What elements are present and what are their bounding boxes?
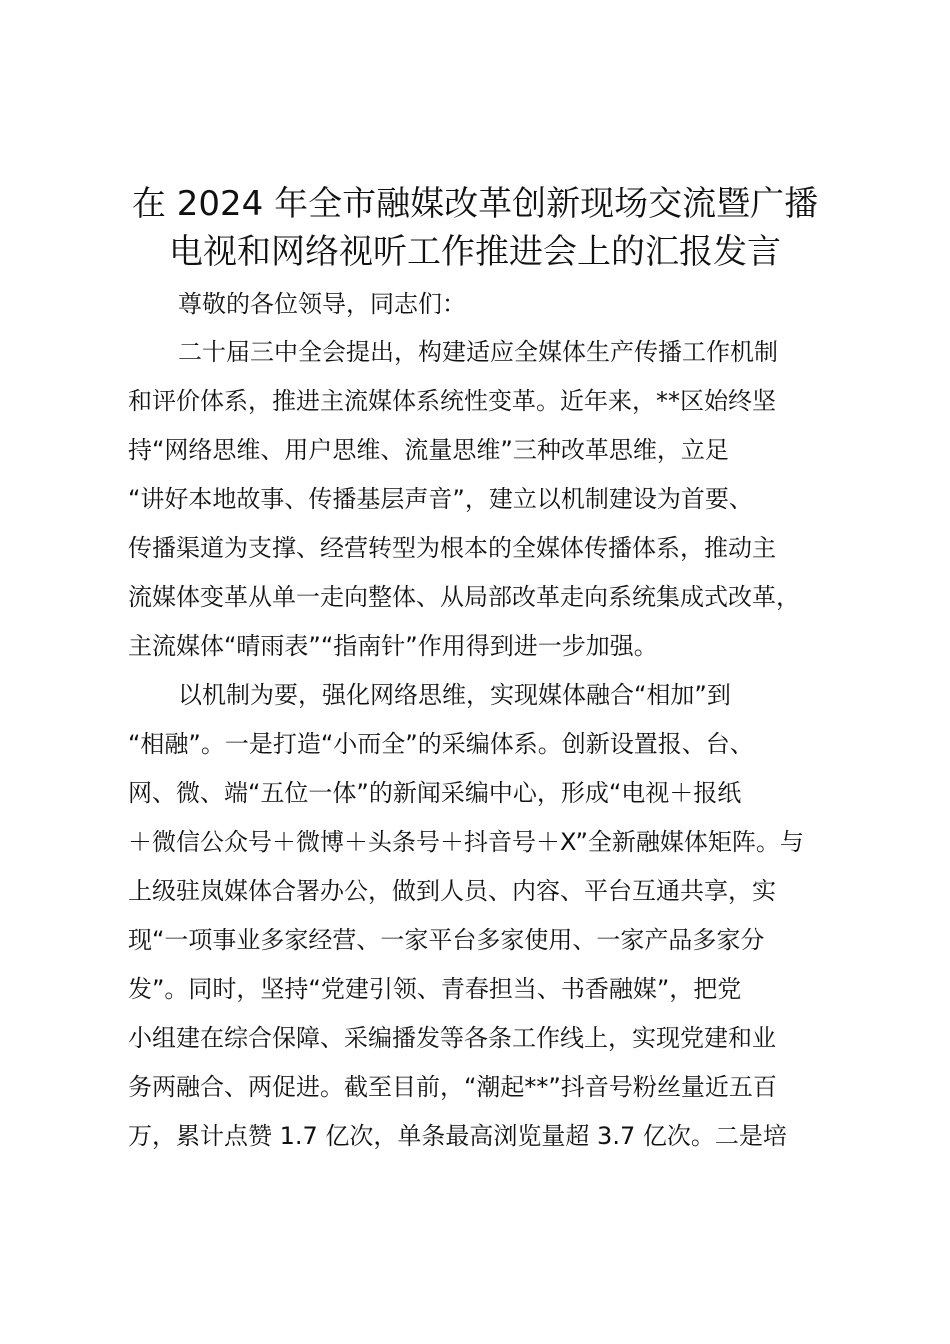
salutation: 尊敬的各位领导，同志们： — [178, 290, 466, 318]
paragraph-2-line-9: 务两融合、两促进。截至目前，“潮起**”抖音号粉丝量近五百 — [128, 1073, 777, 1101]
title-line-1: 在 2024 年全市融媒改革创新现场交流暨广播 — [131, 184, 819, 224]
paragraph-1-line-3: 持“网络思维、用户思维、流量思维”三种改革思维，立足 — [128, 436, 729, 464]
paragraph-1-line-7: 主流媒体“晴雨表”“指南针”作用得到进一步加强。 — [128, 632, 658, 660]
title-line-2: 电视和网络视听工作推进会上的汇报发言 — [169, 232, 781, 272]
paragraph-1-line-5: 传播渠道为支撑、经营转型为根本的全媒体传播体系，推动主 — [128, 534, 776, 562]
paragraph-2-line-2: “相融”。一是打造“小而全”的采编体系。创新设置报、台、 — [128, 730, 754, 758]
paragraph-2-line-3: 网、微、端“五位一体”的新闻采编中心，形成“电视＋报纸 — [128, 779, 742, 807]
paragraph-2-line-5: 上级驻岚媒体合署办公，做到人员、内容、平台互通共享，实 — [128, 877, 776, 905]
paragraph-2-line-6: 现“一项事业多家经营、一家平台多家使用、一家产品多家分 — [128, 926, 765, 954]
paragraph-2-line-4: ＋微信公众号＋微博＋头条号＋抖音号＋X”全新融媒体矩阵。与 — [128, 828, 804, 856]
document-body — [128, 280, 848, 1161]
paragraph-2-line-7: 发”。同时，坚持“党建引领、青春担当、书香融媒”，把党 — [128, 975, 742, 1003]
paragraph-2-line-1: 以机制为要，强化网络思维，实现媒体融合“相加”到 — [178, 681, 731, 709]
paragraph-1-line-1: 二十届三中全会提出，构建适应全媒体生产传播工作机制 — [178, 338, 778, 366]
paragraph-1-line-6: 流媒体变革从单一走向整体、从局部改革走向系统集成式改革， — [128, 583, 800, 611]
paragraph-2-line-8: 小组建在综合保障、采编播发等各条工作线上，实现党建和业 — [128, 1024, 776, 1052]
paragraph-1-line-2: 和评价体系，推进主流媒体系统性变革。近年来，**区始终坚 — [128, 387, 776, 415]
paragraph-2-line-10: 万，累计点赞 1.7 亿次，单条最高浏览量超 3.7 亿次。二是培 — [128, 1122, 787, 1150]
paragraph-1-line-4: “讲好本地故事、传播基层声音”，建立以机制建设为首要、 — [128, 485, 753, 513]
document-title — [100, 180, 850, 276]
